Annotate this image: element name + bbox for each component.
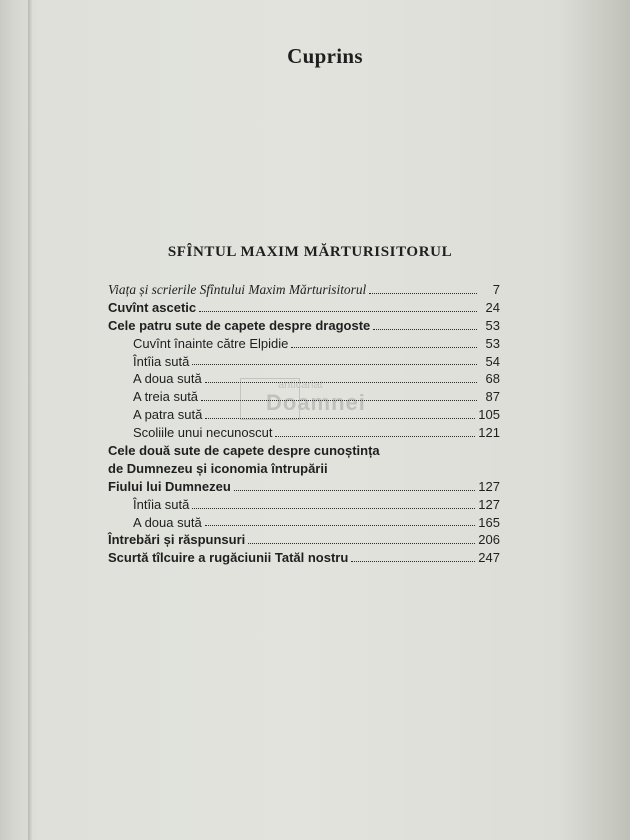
- watermark-logo: [240, 376, 390, 422]
- toc-page-number: 53: [485, 335, 500, 351]
- toc-entry-label: A doua sută: [133, 371, 202, 387]
- toc-dot-leader: [373, 328, 477, 330]
- toc-entry: [108, 531, 500, 549]
- toc-entry-label: Scoliile unui necunoscut: [133, 425, 273, 441]
- toc-dot-leader: [291, 346, 477, 348]
- toc-dot-leader: [199, 310, 477, 312]
- toc-page-number: 127: [478, 478, 500, 494]
- toc-page-number: 87: [485, 389, 500, 405]
- toc-dot-leader: [192, 363, 477, 365]
- toc-page-number: 247: [478, 550, 500, 566]
- toc-page-number: 24: [485, 299, 500, 315]
- toc-page-number: 68: [485, 371, 500, 387]
- page-spine-shadow: [28, 0, 32, 840]
- toc-entry: [108, 442, 500, 460]
- toc-page-number: 121: [478, 425, 500, 441]
- toc-entry-label: Cele patru sute de capete despre dragoste: [108, 317, 371, 333]
- toc-entry-label: Întîia sută: [133, 353, 190, 369]
- toc-entry: [108, 281, 500, 299]
- toc-entry-label: Scurtă tîlcuire a rugăciunii Tatăl nostru: [108, 550, 349, 566]
- toc-entry: [108, 496, 500, 514]
- toc-entry-label: Viața și scrierile Sfîntului Maxim Mărturisitorul: [108, 282, 367, 297]
- toc-dot-leader: [351, 560, 475, 562]
- toc-entry-label: Cuvînt înainte către Elpidie: [133, 335, 289, 351]
- watermark-top-text: anticariat: [278, 379, 323, 391]
- toc-entry-label: A patra sută: [133, 407, 203, 423]
- toc-page-number: 105: [478, 407, 500, 423]
- toc-entry-label: A doua sută: [133, 514, 202, 530]
- toc-dot-leader: [205, 524, 476, 526]
- toc-dot-leader: [234, 489, 476, 491]
- toc-dot-leader: [275, 435, 475, 437]
- toc-entry-label: Cuvînt ascetic: [108, 299, 197, 315]
- toc-entry-label: Întrebări și răspunsuri: [108, 532, 246, 548]
- toc-page-number: 54: [485, 353, 500, 369]
- section-title: SFÎNTUL MAXIM MĂRTURISITORUL: [167, 244, 453, 260]
- toc-entry: [108, 424, 500, 442]
- toc-entry: [108, 317, 500, 335]
- toc-entry-label: A treia sută: [133, 389, 199, 405]
- toc-entry: [108, 514, 500, 532]
- toc-entry: [108, 353, 500, 371]
- toc-entry-label: de Dumnezeu și iconomia întrupării: [108, 460, 328, 476]
- toc-page-number: 127: [478, 496, 500, 512]
- toc-page-number: 7: [492, 282, 500, 297]
- toc-page-number: 53: [485, 317, 500, 333]
- table-of-contents: [108, 281, 500, 567]
- toc-dot-leader: [383, 454, 497, 455]
- page-title: Cuprins: [287, 44, 363, 68]
- toc-entry-label: Cele două sute de capete despre cunoștința: [108, 443, 380, 459]
- toc-entry-label: Fiului lui Dumnezeu: [108, 478, 231, 494]
- toc-entry: [108, 549, 500, 567]
- toc-dot-leader: [369, 292, 477, 294]
- toc-entry: [108, 335, 500, 353]
- toc-entry: [108, 299, 500, 317]
- toc-dot-leader: [192, 507, 475, 509]
- toc-entry: [108, 478, 500, 496]
- toc-page-number: 165: [478, 514, 500, 530]
- toc-dot-leader: [331, 472, 497, 473]
- toc-page-number: 206: [478, 532, 500, 548]
- toc-entry-label: Întîia sută: [133, 496, 190, 512]
- toc-dot-leader: [248, 542, 475, 544]
- toc-entry: [108, 460, 500, 478]
- watermark-main-text: Doamnei: [266, 390, 366, 415]
